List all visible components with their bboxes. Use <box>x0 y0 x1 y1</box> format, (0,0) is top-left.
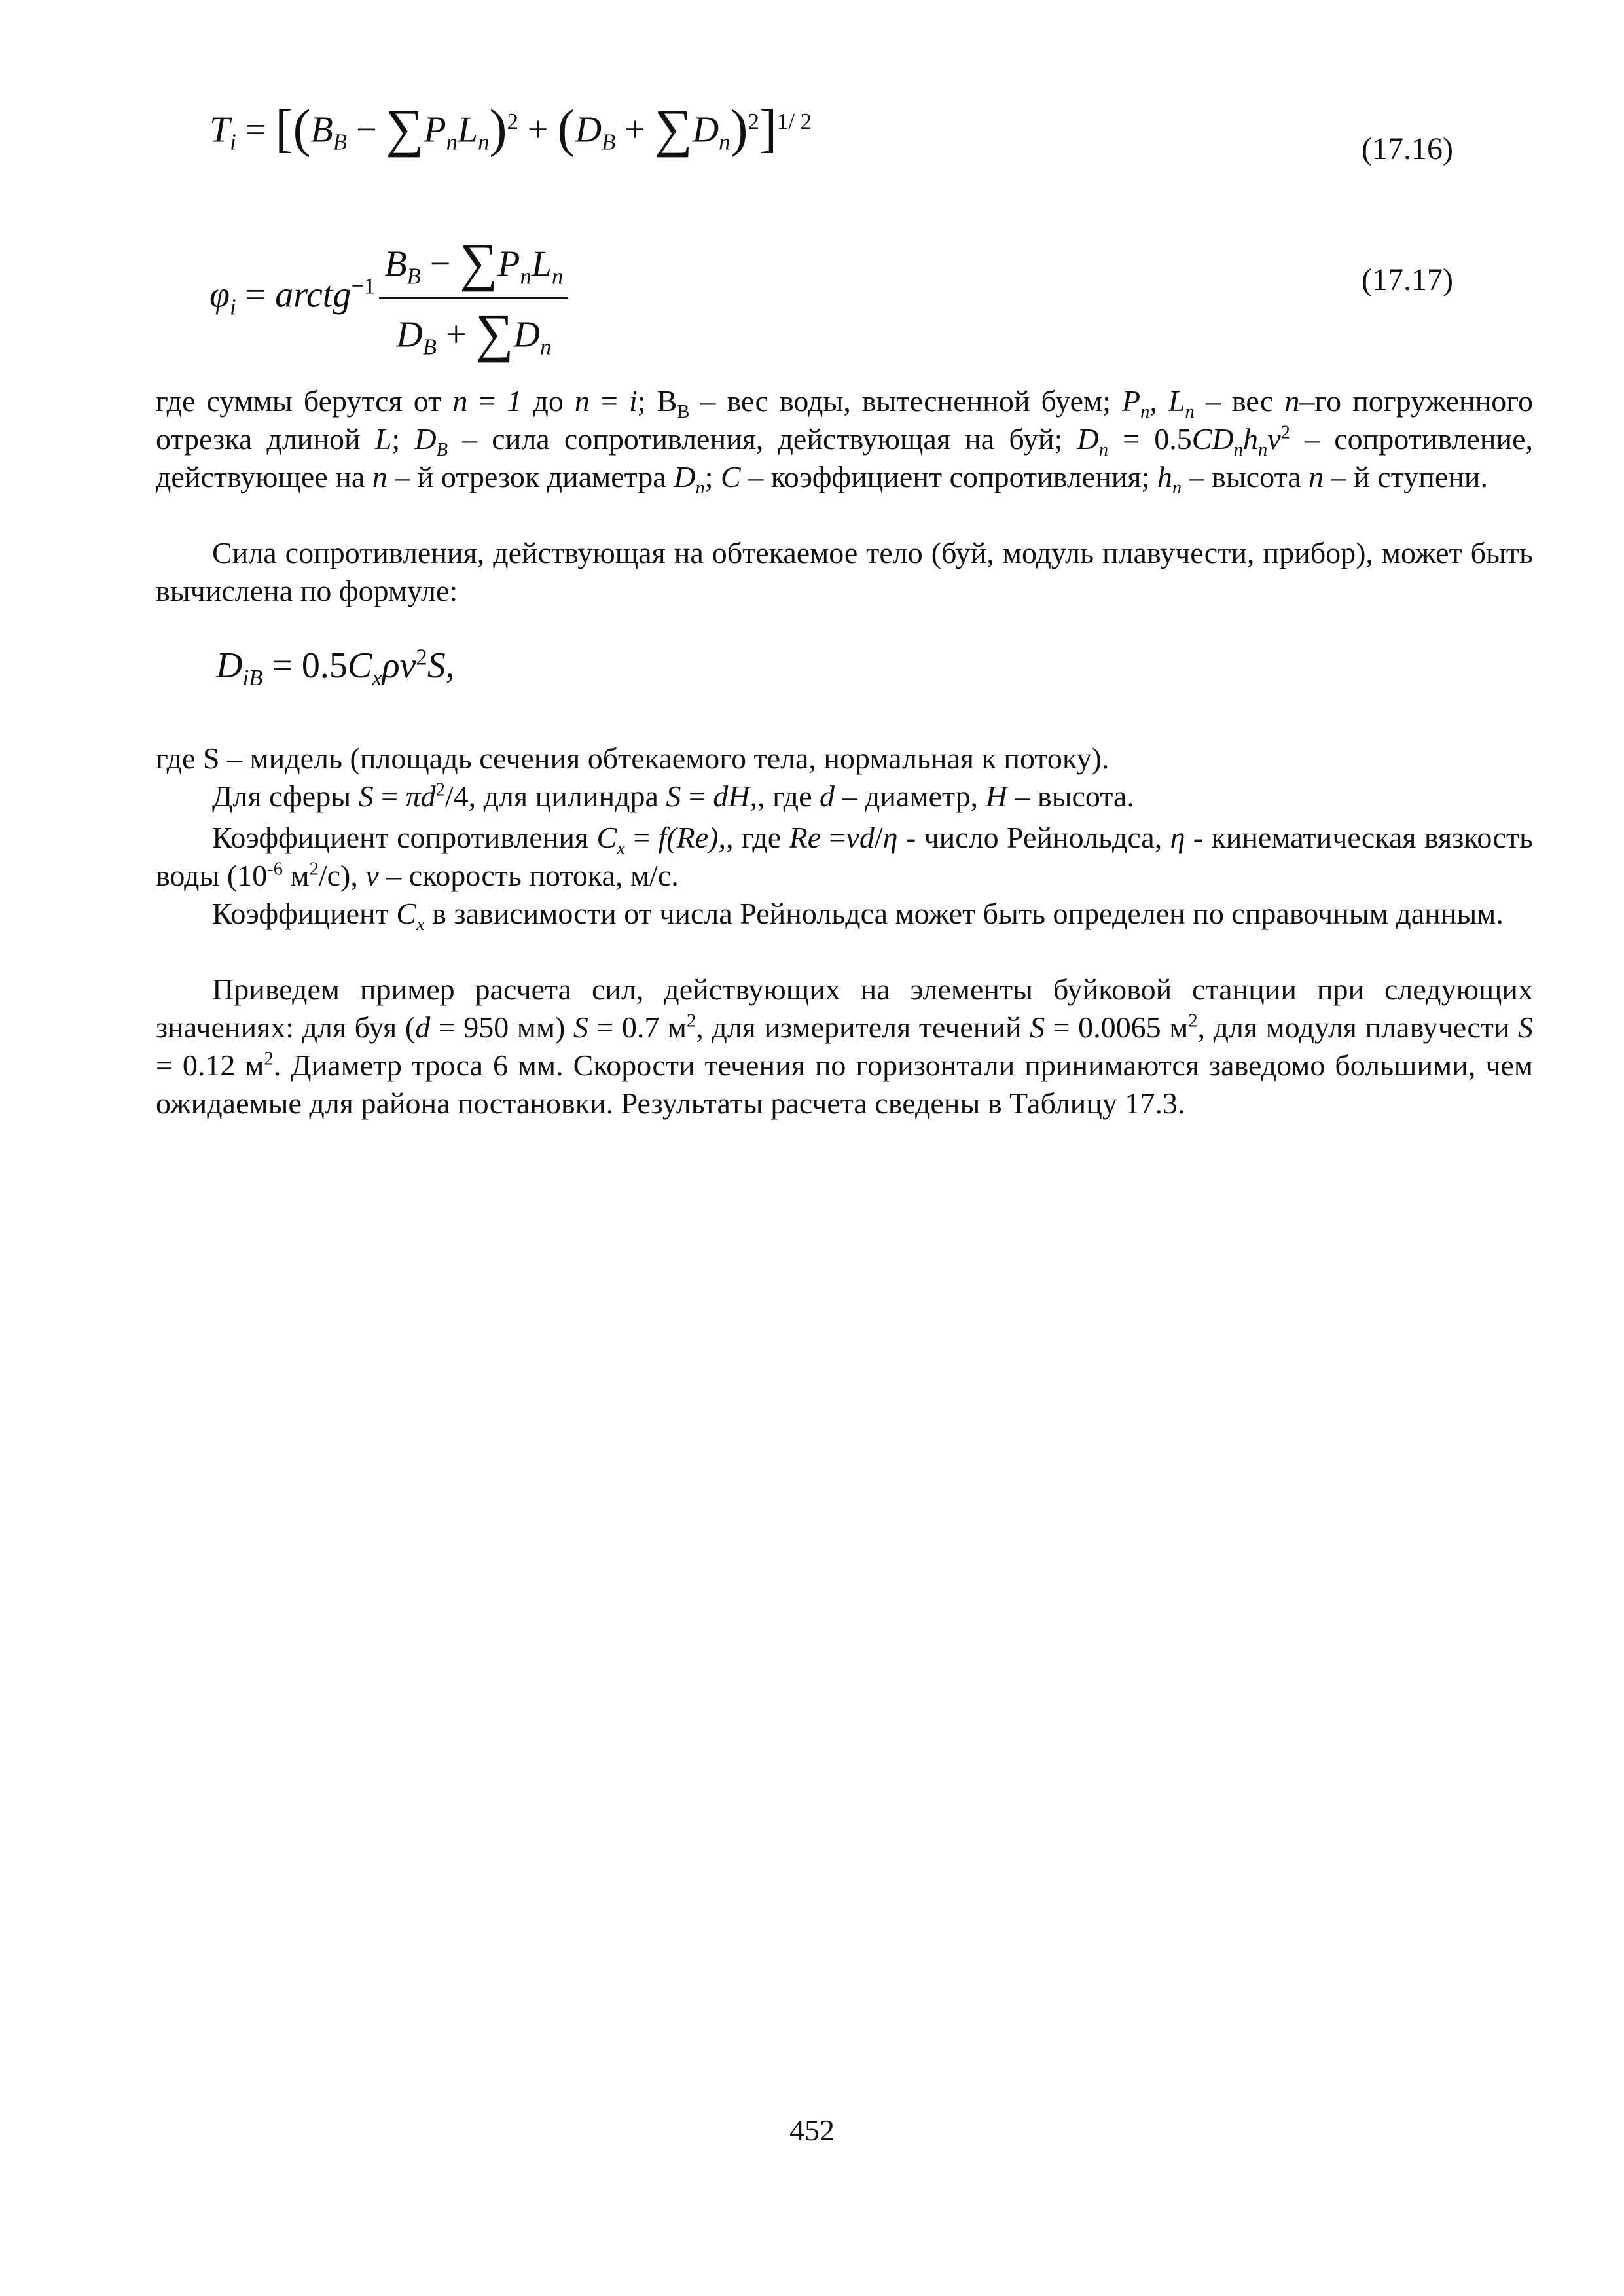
equation-number-17-17: (17.17) <box>1362 262 1453 297</box>
equation-17-17: $\varphi_i$ = arctg$^{-1}$ $\frac{B_B - \sum P_nL_n}{D_B + \sum D_n}$ <box>209 232 568 364</box>
paragraph-cx-reference: Коэффициент $C_x$ в зависимости от числа Рейнольдса может быть определен по справочным данным. <box>212 897 1504 935</box>
paragraph-drag-force-intro: Сила сопротивления, действующая на обтекаемое тело (буй, модуль плавучести, прибор), может быть вычислена по формуле: <box>156 536 1533 607</box>
paragraph-area-formulas: Для сферы $S = \pi d^2/4$, для цилиндра S = dH,, где d – диаметр, H – высота. <box>212 780 1134 813</box>
page-number: 452 <box>789 2113 835 2147</box>
paragraph-example-calculation: Приведем пример расчета сил, действующих на элементы буйковой станции при следующих значениях: для буя (d = 950 мм) S = 0.7 $м^2$, для измерителя течений S = 0.0065 $м^2$, для модуля плавучести S = 0.12 $м^2$. Диаметр троса 6 мм. Скорости течения по горизонтали принимаются заведомо большими, чем ожидаемые для района постановки. Результаты расчета сведены в Таблицу 17.3. <box>156 973 1533 1120</box>
equation-17-16: $T_i = [(B_B - \sum P_nL_n)^2 + (D_B + \sum D_n)^2]^{1/ 2}$ <box>209 99 812 158</box>
equation-number-17-16: (17.16) <box>1362 132 1453 166</box>
paragraph-sums-explanation: где суммы берутся от n = 1 до n = i; $B_B$ – вес воды, вытесненной буем; $P_n$, $L_n$ – вес n–го погруженного отрезка длиной L; $D_B$ – сила сопротивления, действующая на буй; $D_n = 0.5CD_nh_nv^2$ – сопротивление, действующее на n – й отрезок диаметра $D_n$; C – коэффициент сопротивления; $h_n$ – высота n – й ступени. <box>156 384 1534 499</box>
equation-drag-force: $D_{iB} = 0.5C_x\rho v^2S$, <box>216 644 455 691</box>
paragraph-midsection: где S – мидель (площадь сечения обтекаемого тела, нормальная к потоку). <box>156 742 1110 775</box>
paragraph-reynolds: Коэффициент сопротивления $C_x = f(Re)$,, где Re =vd/η - число Рейнольдса, η - кинематическая вязкость воды ($10^{-6}$ $м^2/с$), v – скорость потока, м/с. <box>156 821 1533 892</box>
